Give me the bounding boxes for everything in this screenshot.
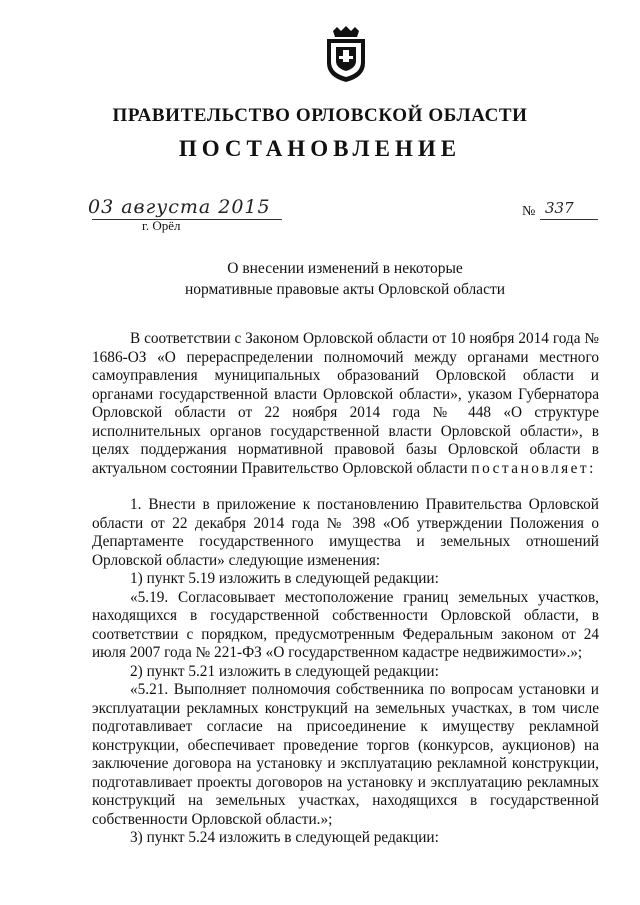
date-handwritten: 03 августа 2015 — [88, 196, 271, 218]
quote-5-21: «5.21. Выполняет полномочия собственника по вопросам установки и эксплуатации рекламных конструкций на земельных участках, в том числе подготавливает согласие на присоединение к имуществу рекламной конструкции, обеспечивает проведение торгов (конкурсов, аукционов) на заключение договора на установку и эксплуатацию рекламной конструкции, подготавливает проекты договоров на установку и эксплуатацию рекламных конструкций на земельных участках, находящихся в государственной собственности Орловской области.»; — [92, 681, 599, 828]
number-underline — [540, 219, 598, 220]
number-label: № — [522, 204, 536, 219]
organization-name: ПРАВИТЕЛЬСТВО ОРЛОВСКОЙ ОБЛАСТИ — [112, 105, 528, 126]
preamble — [92, 330, 599, 478]
subitem-2: 2) пункт 5.21 изложить в следующей редакции: — [130, 662, 439, 680]
subject-line-2: нормативные правовые акты Орловской области — [184, 281, 506, 298]
subject-line-1: О внесении изменений в некоторые — [227, 260, 463, 277]
item-1: 1. Внести в приложение к постановлению Правительства Орловской области от 22 декабря 2014 года № 398 «Об утверждении Положения о Департаменте государственного имущества и земельных отношений Орловской области» следующие изменения: — [92, 496, 599, 569]
preamble-text: В соответствии с Законом Орловской области от 10 ноября 2014 года № 1686-ОЗ «О перераспределении полномочий между органами местного самоуправления муниципальных образований Орловской области и органами государственной власти Орловской области», указом Губернатора Орловской области от 22 ноября 2014 года № 448 «О структуре исполнительных органов государственной власти Орловской области», в целях поддержания нормативной правовой базы Орловской области в актуальном состоянии Правительство Орловской области — [92, 330, 599, 477]
document-body — [92, 330, 599, 848]
date-underline — [92, 219, 282, 220]
number-handwritten: 337 — [545, 199, 574, 217]
orel-oblast-coat-of-arms-icon — [323, 25, 369, 83]
quote-5-19: «5.19. Согласовывает местоположение границ земельных участков, находящихся в государственной собственности Орловской области, в соответствии с порядком, предусмотренным Федеральным законом от 24 июля 2007 года № 221-ФЗ «О государственном кадастре недвижимости».»; — [92, 588, 599, 661]
document-type: ПОСТАНОВЛЕНИЕ — [178, 136, 462, 161]
subitem-3: 3) пункт 5.24 изложить в следующей редакции: — [130, 829, 439, 846]
preamble-decree-word: постановляет: — [471, 459, 596, 477]
subitem-1: 1) пункт 5.19 изложить в следующей редакции: — [130, 570, 439, 587]
city: г. Орёл — [142, 218, 181, 233]
document-subject — [150, 258, 540, 300]
